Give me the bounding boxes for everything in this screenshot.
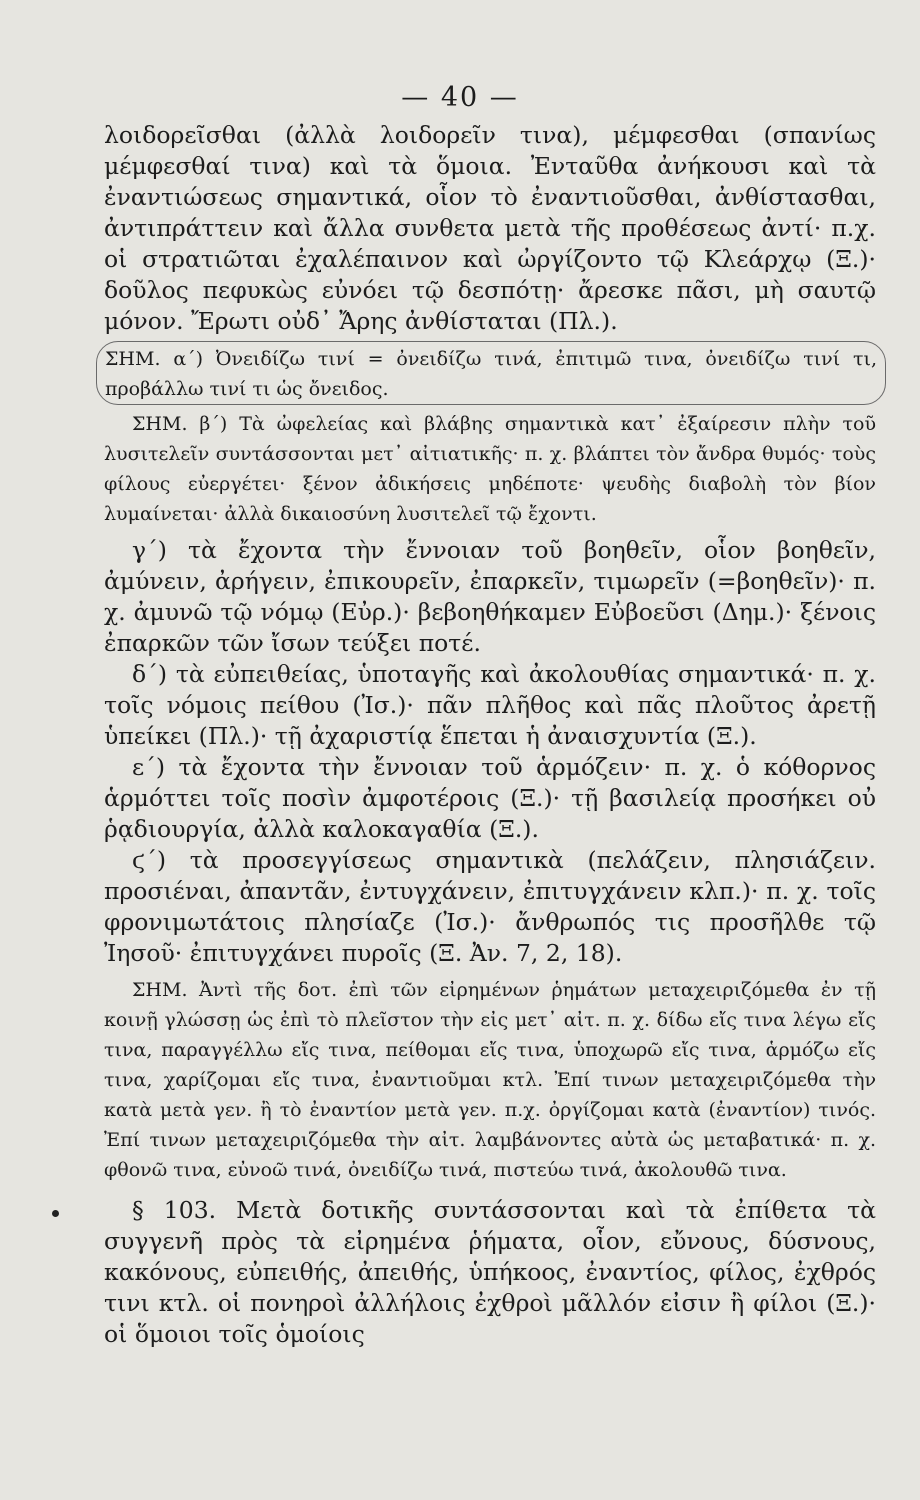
paragraph-gamma: γ΄) τὰ ἔχοντα τὴν ἔννοιαν τοῦ βοηθεῖν, οἷον βοηθεῖν, ἀμύνειν, ἀρήγειν, ἐπικουρεῖν, ἐπαρκεῖν, τιμωρεῖν (=βοηθεῖν)· π. χ. ἀμυνῶ τῷ νόμῳ (Εὐρ.)· βεβοηθήκαμεν Εὐβοεῦσι (Δημ.)· ξένοις ἐπαρκῶν τῶν ἴσων τεύξει ποτέ. [104,536,876,657]
paragraph-delta: δ΄) τὰ εὐπειθείας, ὑποταγῆς καὶ ἀκολουθίας σημαντικά· π. χ. τοῖς νόμοις πείθου (Ἰσ.)· πᾶν πλῆθος καὶ πᾶς πλοῦτος ἀρετῇ ὑπείκει (Πλ.)· τῇ ἀχαριστίᾳ ἕπεται ἡ ἀναισχυντία (Ξ.). [104,660,876,750]
paragraph-intro: λοιδορεῖσθαι (ἀλλὰ λοιδορεῖν τινα), μέμφεσθαι (σπανίως μέμφεσθαί τινα) καὶ τὰ ὅμοια. Ἐνταῦθα ἀνήκουσι καὶ τὰ ἐναντιώσεως σημαντικά, οἷον τὸ ἐναντιοῦσθαι, ἀνθίστασθαι, ἀντιπράττειν καὶ ἄλλα συνθετα μετὰ τῆς προθέσεως ἀντί· π.χ. οἱ στρατιῶται ἐχαλέπαινον καὶ ὠργίζοντο τῷ Κλεάρχῳ (Ξ.)· δοῦλος πεφυκὼς εὐνόει τῷ δεσπότῃ· ἄρεσκε πᾶσι, μὴ σαυτῷ μόνον. Ἔρωτι οὐδ᾽ Ἄρης ἀνθίσταται (Πλ.). [104,121,876,335]
margin-dot [52,1210,59,1217]
paragraph-epsilon: ε΄) τὰ ἔχοντα τὴν ἔννοιαν τοῦ ἁρμόζειν· π. χ. ὁ κόθορνος ἁρμόττει τοῖς ποσὶν ἀμφοτέροις (Ξ.)· τῇ βασιλείᾳ προσήκει οὐ ῥᾳδιουργία, ἀλλὰ καλοκαγαθία (Ξ.). [104,753,876,843]
section-103: § 103. Μετὰ δοτικῆς συντάσσονται καὶ τὰ ἐπίθετα τὰ συγγενῆ πρὸς τὰ εἰρημένα ῥήματα, οἷον, εὔνους, δύσνους, κακόνους, εὐπειθής, ἀπειθής, ὑπήκοος, ἐναντίος, φίλος, ἐχθρός τινι κτλ. οἱ πονηροὶ ἀλλήλοις ἐχθροὶ μᾶλλόν εἰσιν ἢ φίλοι (Ξ.)· οἱ ὅμοιοι τοῖς ὁμοίοις [104,1196,876,1348]
note-alpha: ΣΗΜ. α΄) Ὀνειδίζω τινί = ὀνειδίζω τινά, ἐπιτιμῶ τινα, ὀνειδίζω τινί τι, προβάλλω τινί τι ὡς ὄνειδος. [96,341,886,405]
page-body [104,120,876,1350]
note-dative: ΣΗΜ. Ἀντὶ τῆς δοτ. ἐπὶ τῶν εἰρημένων ῥημάτων μεταχειριζόμεθα ἐν τῇ κοινῇ γλώσσῃ ὡς ἐπὶ τὸ πλεῖστον τὴν εἰς μετ᾽ αἰτ. π. χ. δίδω εἴς τινα λέγω εἴς τινα, παραγγέλλω εἴς τινα, πείθομαι εἴς τινα, ὑποχωρῶ εἴς τινα, ἁρμόζω εἴς τινα, χαρίζομαι εἴς τινα, ἐναντιοῦμαι κτλ. Ἐπί τινων μεταχειριζόμεθα τὴν κατὰ μετὰ γεν. ἢ τὸ ἐναντίον μετὰ γεν. π.χ. ὀργίζομαι κατὰ (ἐναντίον) τινός. Ἐπί τινων μεταχειριζόμεθα τὴν αἰτ. λαμβάνοντες αὐτὰ ὡς μεταβατικά· π. χ. φθονῶ τινα, εὐνοῶ τινά, ὀνειδίζω τινά, πιστεύω τινά, ἀκολουθῶ τινα. [104,979,876,1181]
page-number: — 40 — [401,82,519,113]
note-beta: ΣΗΜ. β΄) Τὰ ὠφελείας καὶ βλάβης σημαντικὰ κατ᾽ ἐξαίρεσιν πλὴν τοῦ λυσιτελεῖν συντάσσονται μετ᾽ αἰτιατικῆς· π. χ. βλάπτει τὸν ἄνδρα θυμός· τοὺς φίλους εὐεργέτει· ξένον ἀδικήσεις μηδέποτε· ψευδὴς διαβολὴ τὸν βίον λυμαίνεται· ἀλλὰ δικαιοσύνη λυσιτελεῖ τῷ ἔχοντι. [104,413,876,525]
paragraph-stigma: ϛ΄) τὰ προσεγγίσεως σημαντικὰ (πελάζειν, πλησιάζειν. προσιέναι, ἀπαντᾶν, ἐντυγχάνειν, ἐπιτυγχάνειν κλπ.)· π. χ. τοῖς φρονιμωτάτοις πλησίαζε (Ἰσ.)· ἄνθρωπός τις προσῆλθε τῷ Ἰησοῦ· ἐπιτυγχάνει πυροῖς (Ξ. Ἀν. 7, 2, 18). [104,846,876,967]
